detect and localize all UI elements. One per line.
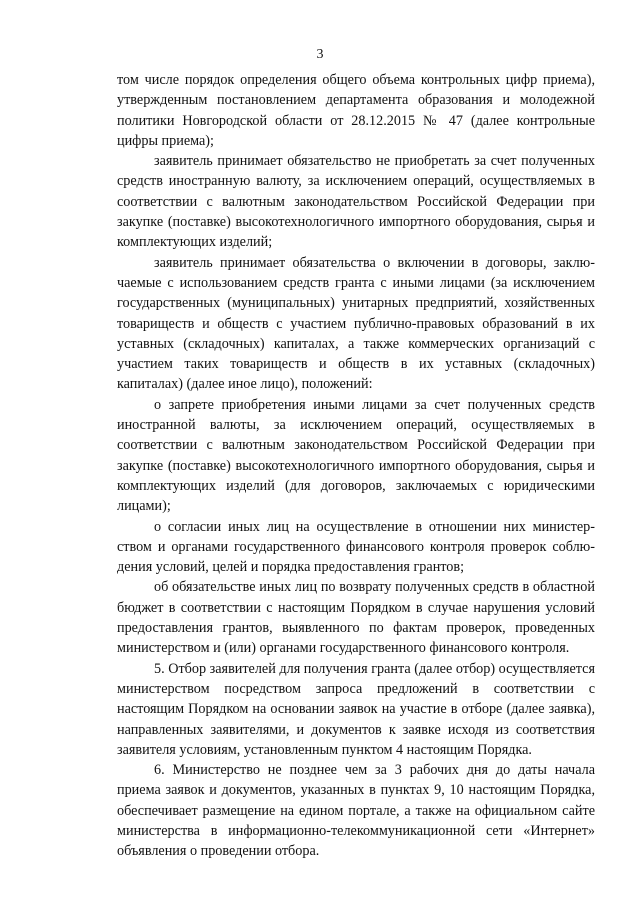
paragraph-item-6: 6. Министерство не позднее чем за 3 рабочих дня до даты начала приема заявок и документов, указанных в пунктах 9, 10 настоящим Порядка, обеспечивает размещение на едином портале, а также на официальном сайте министерства в информационно-телекоммуникационной сети «Интернет» объявления о проведении отбора. — [117, 762, 595, 860]
paragraph-continuation: том числе порядок определения общего объема контрольных цифр приема), утвержденным постановлением департамента образования и молодежной политики Новгородской области от 28.12.2015 № 47 (далее контрольные цифры приема); — [117, 72, 595, 149]
paragraph-item-5: 5. Отбор заявителей для получения гранта (далее отбор) осуществляется министерством посредством запроса предложений в соответствии с настоящим Порядком на основании заявок на участие в отборе (далее заявка), направленных заявителями, и документов к заявке исходя из соответствия заявителя условиям, установленным пунктом 4 настоящим Порядка. — [117, 660, 595, 758]
paragraph-inspection-consent: о согласии иных лиц на осуществление в отношении них министерством и органами государственного финансового контроля проверок соблюдения условий, целей и порядка предоставления грантов; — [117, 518, 595, 576]
paragraph-refund-obligation: об обязательстве иных лиц по возврату полученных средств в областной бюджет в соответствии с настоящим Порядком в случае нарушения условий предоставления грантов, выявленного по фактам проверок, проведенных министерством и (или) органами государственного финансового контроля. — [117, 579, 595, 657]
document-body — [117, 70, 595, 862]
page-number: 3 — [316, 47, 324, 62]
paragraph-contract-obligation: заявитель принимает обязательства о включении в договоры, заключаемые с использованием средств гранта с иными лицами (за исключением государственных (муниципальных) унитарных предприятий, хозяйственных товариществ и обществ с участием публично-правовых образований в их уставных (складочных) капиталах, а также коммерческих организаций с участием таких товариществ и обществ в их уставных (складочных) капиталах) (далее иное лицо), положений: — [117, 254, 595, 393]
paragraph-currency-ban: о запрете приобретения иными лицами за счет полученных средств иностранной валюты, за исключением операций, осуществляемых в соответствии с валютным законодательством Российской Федерации при закупке (поставке) высокотехнологичного импортного оборудования, сырья и комплектующих изделий (для договоров, заключаемых с юридическими лицами); — [117, 396, 595, 515]
paragraph-currency-obligation: заявитель принимает обязательство не приобретать за счет полученных средств иностранную валюту, за исключением операций, осуществляемых в соответствии с валютным законодательством Российской Федерации при закупке (поставке) высокотехнологичного импортного оборудования, сырья и комплектующих изделий; — [117, 153, 595, 251]
